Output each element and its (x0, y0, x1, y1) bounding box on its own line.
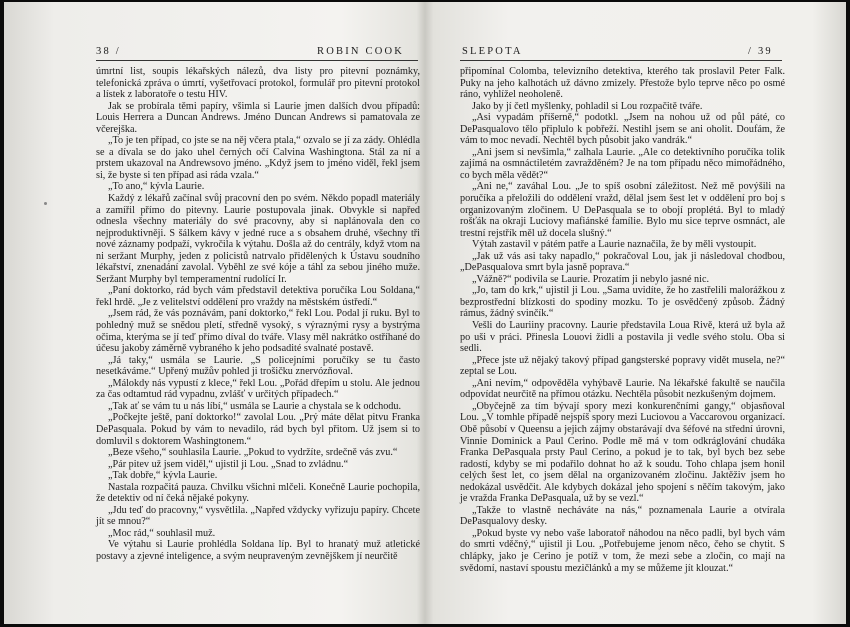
paragraph: připomínal Colomba, televizního detektiva, kterého tak proslavil Peter Falk. Puky na jeho kalhotách už dávno zmizely. Přestože bylo teprve něco po osmé ráno, vyhlížel neoholeně. (460, 66, 785, 101)
paragraph: „To ano,“ kývla Laurie. (108, 181, 205, 193)
book-spread (4, 2, 846, 624)
left-page-number: 38 / (96, 46, 121, 57)
paragraph: Jako by jí četl myšlenky, pohladil si Lou rozpačitě tváře. (472, 100, 703, 112)
paragraph: „Beze všeho,“ souhlasila Laurie. „Pokud to vydržíte, srdečně vás zvu.“ (108, 447, 398, 459)
paragraph: „Málokdy nás vypustí z klece,“ řekl Lou. „Pořád dřepím u stolu. Ale jednou za čas odtamtud rád vypadnu, zvlášť v určitých případech.“ (96, 377, 420, 401)
paragraph: „Pokud byste vy nebo vaše laboratoř náhodou na něco padli, byl bych vám do smrti vděčný,“ ujistil ji Lou. „Potřebujeme jenom něco, čeho se chytit. S chlápky, jako je Cerino je potíž v tom, že mezi sebe a zločin, co mají na svědomí, nastaví spoustu mezičlánků a my se můžeme jít klouzat.“ (460, 527, 785, 574)
left-page (4, 2, 426, 624)
right-page-number: / 39 (748, 46, 773, 57)
paragraph: „Jo, tam do krk,“ ujistil ji Lou. „Sama uvidíte, že ho zastřelili malorážkou z bezprostřední blízkosti do spodiny mozku. To je osvědčený způsob. Žádný rámus, žádný svinčík.“ (460, 285, 785, 320)
paragraph: Nastala rozpačitá pauza. Chvilku všichni mlčeli. Konečně Laurie pochopila, že detektiv od ní čeká nějaké pokyny. (96, 481, 420, 505)
paragraph: „Počkejte ještě, paní doktorko!“ zavolal Lou. „Prý máte dělat pitvu Franka DePasquala. Pokud by vám to nevadilo, rád bych byl přitom. Už jsem si to domluvil s doktorem Washingtonem.“ (96, 412, 420, 447)
right-page-text (460, 66, 785, 574)
paragraph: „Paní doktorko, rád bych vám představil detektiva poručíka Lou Soldana,“ řekl hrdě. „Je z velitelství oddělení pro vraždy na městském ústředí.“ (96, 285, 420, 308)
paragraph: „Ani ne,“ zaváhal Lou. „Je to spíš osobní záležitost. Než mě povýšili na poručíka a přeložili do oddělení vražd, dělal jsem šest let v oddělení pro boj s organizovaným zločinem. U DePasquala se to obojí proplétá. Byl to mladý rošťák na okraji Luciovy mafiánské famílie. Bylo mu sice teprve osmnáct, ale trestní rejstřík měl už docela slušný.“ (460, 181, 785, 239)
paragraph: „Ani nevím,“ odpověděla vyhýbavě Laurie. Na lékařské fakultě se naučila odpovídat neurčitě na přímou otázku. Nechtěla působit nezkušeným dojmem. (460, 377, 785, 401)
paragraph: Jak se probírala těmi papíry, všimla si Laurie jmen dalších dvou případů: Louis Herrera a Duncan Andrews. Jméno Duncan Andrews si pamatovala ze včerejška. (96, 100, 420, 135)
paragraph: „Já taky,“ usmála se Laurie. „S policejními poručíky se tu často nesetkáváme.“ Upřený mužův pohled ji trošičku znervózňoval. (96, 354, 420, 378)
right-running-head: SLEPOTA (462, 46, 523, 57)
paragraph: „Obyčejně za tím bývají spory mezi konkurenčními gangy,“ objasňoval Lou. „V tomhle případě nejspíš spory mezi Luciovou a Vaccarovou organizací. Obě působí v Queensu a jejich zájmy obstarávají dva šéfové na střední úrovni, Vinnie Dominick a Paul Cerino. Podle mě má v tom odkráglování chudáka Franka DePasquala prsty Paul Cerino, a pokud je to tak, byl bych bez sebe radostí, kdyby se mi podařilo dohnat ho až k soudu. Toho chlapa jsem honil celých šest let, co jsem dělal na organizovaném zločinu. Jaktěživ jsem ho nedokázal usvědčit. Ale kdybych dokázal jeho spojení s něčím takovým, jako je vražda Franka DePasquala, už by se vezl.“ (460, 400, 785, 505)
paragraph: „Takže to vlastně necháváte na nás,“ poznamenala Laurie a otvírala DePasqualovy desky. (460, 504, 785, 528)
right-header-rule (460, 60, 782, 61)
paragraph: Výtah zastavil v pátém patře a Laurie naznačila, že by měli vystoupit. (472, 239, 757, 251)
paragraph: „Jak už vás asi taky napadlo,“ pokračoval Lou, jak ji následoval chodbou, „DePasqualova smrt byla jasně poprava.“ (460, 250, 785, 274)
paragraph: úmrtní list, soupis lékařských nálezů, dva listy pro pitevní poznámky, telefonická zpráva o úmrtí, vyšetřovací protokol, formulář pro pitevní protokol a lístek z laboratoře o testu HIV. (96, 66, 420, 101)
paragraph: „Jdu teď do pracovny,“ vysvětlila. „Napřed vždycky vyřizuju papíry. Chcete jít se mnou?“ (96, 504, 420, 528)
paragraph: „Moc rád,“ souhlasil muž. (108, 527, 216, 539)
paragraph: Vešli do Lauriiny pracovny. Laurie představila Loua Rivě, která už byla až po uši v práci. Přinesla Louovi židli a postavila ji vedle svého stolu. Oba si sedli. (460, 320, 785, 355)
paragraph: „Jsem rád, že vás poznávám, paní doktorko,“ řekl Lou. Podal jí ruku. Byl to pohledný muž se snědou pletí, středně vysoký, s výraznými rysy a bystrýma očima, kterýma se jí teď přímo díval do tváře. Vlasy měl nakrátko ostříhané do účesu jakoby záměrně vybraného k jeho podsadité svalnaté postavě. (96, 308, 420, 355)
paragraph: „Tak ať se vám tu u nás líbí,“ usmála se Laurie a chystala se k odchodu. (108, 400, 402, 412)
paragraph: „Tak dobře,“ kývla Laurie. (108, 470, 218, 482)
paragraph: „Vážně?“ podivila se Laurie. Prozatím ji nebylo jasné nic. (472, 273, 710, 285)
left-page-text (96, 66, 420, 563)
left-running-head: ROBIN COOK (317, 46, 405, 57)
paragraph: „Přece jste už nějaký takový případ gangsterské popravy vidět musela, ne?“ zeptal se Lou. (460, 354, 785, 378)
left-header-rule (96, 60, 418, 61)
paragraph: „Ani jsem si nevšimla,“ zalhala Laurie. „Ale co detektivního poručíka tolik zajímá na osmnáctiletém zavražděném? Je na tom případu něco mimořádného, co bych měla vědět?“ (460, 146, 785, 181)
paragraph: „Asi vypadám příšerně,“ podotkl. „Jsem na nohou už od půl páté, co DePasqualovo tělo připlulo k pobřeží. Nestihl jsem se ani oholit. Doufám, že vám to moc nevadí. Nechtěl bych působit jako vandrák.“ (460, 112, 785, 147)
paragraph: Každý z lékařů začínal svůj pracovní den po svém. Někdo popadl materiály a zamířil přímo do pitevny. Laurie postupovala jinak. Obvykle si napřed odnesla všechny materiály do své pracovny, aby si naplánovala den co nejproduktivněji. S šálkem kávy v jedné ruce a s obsahem druhé, všechny tři nové záznamy podpaží, vykročila k výtahu. Došla až do centrály, když vtom na ni seržant Murphy, jeden z policistů natrvalo přidělených k Ústavu soudního lékařství, znenadání zavolal. Vyběhl ze své kóje a táhl za sebou jiného muže. Seržant Murphy byl temperamentní rudolící Ir. (96, 193, 420, 285)
paragraph: Ve výtahu si Laurie prohlédla Soldana líp. Byl to hranatý muž atletické postavy a zjevné inteligence, a svým neupraveným zevnějškem jí neurčitě (96, 539, 420, 562)
paragraph: „To je ten případ, co jste se na něj včera ptala,“ ozvalo se jí za zády. Ohlédla se a dívala se do jako uhel černých očí Calvina Washingtona. Stál za ní a prstem ukazoval na Andrewsovo jméno. „Když jsem to jméno viděl, řekl jsem si, že byste si ten případ asi ráda vzala.“ (96, 135, 420, 181)
right-page (426, 2, 846, 624)
paragraph: „Pár pitev už jsem viděl,“ ujistil ji Lou. „Snad to zvládnu.“ (108, 458, 349, 470)
